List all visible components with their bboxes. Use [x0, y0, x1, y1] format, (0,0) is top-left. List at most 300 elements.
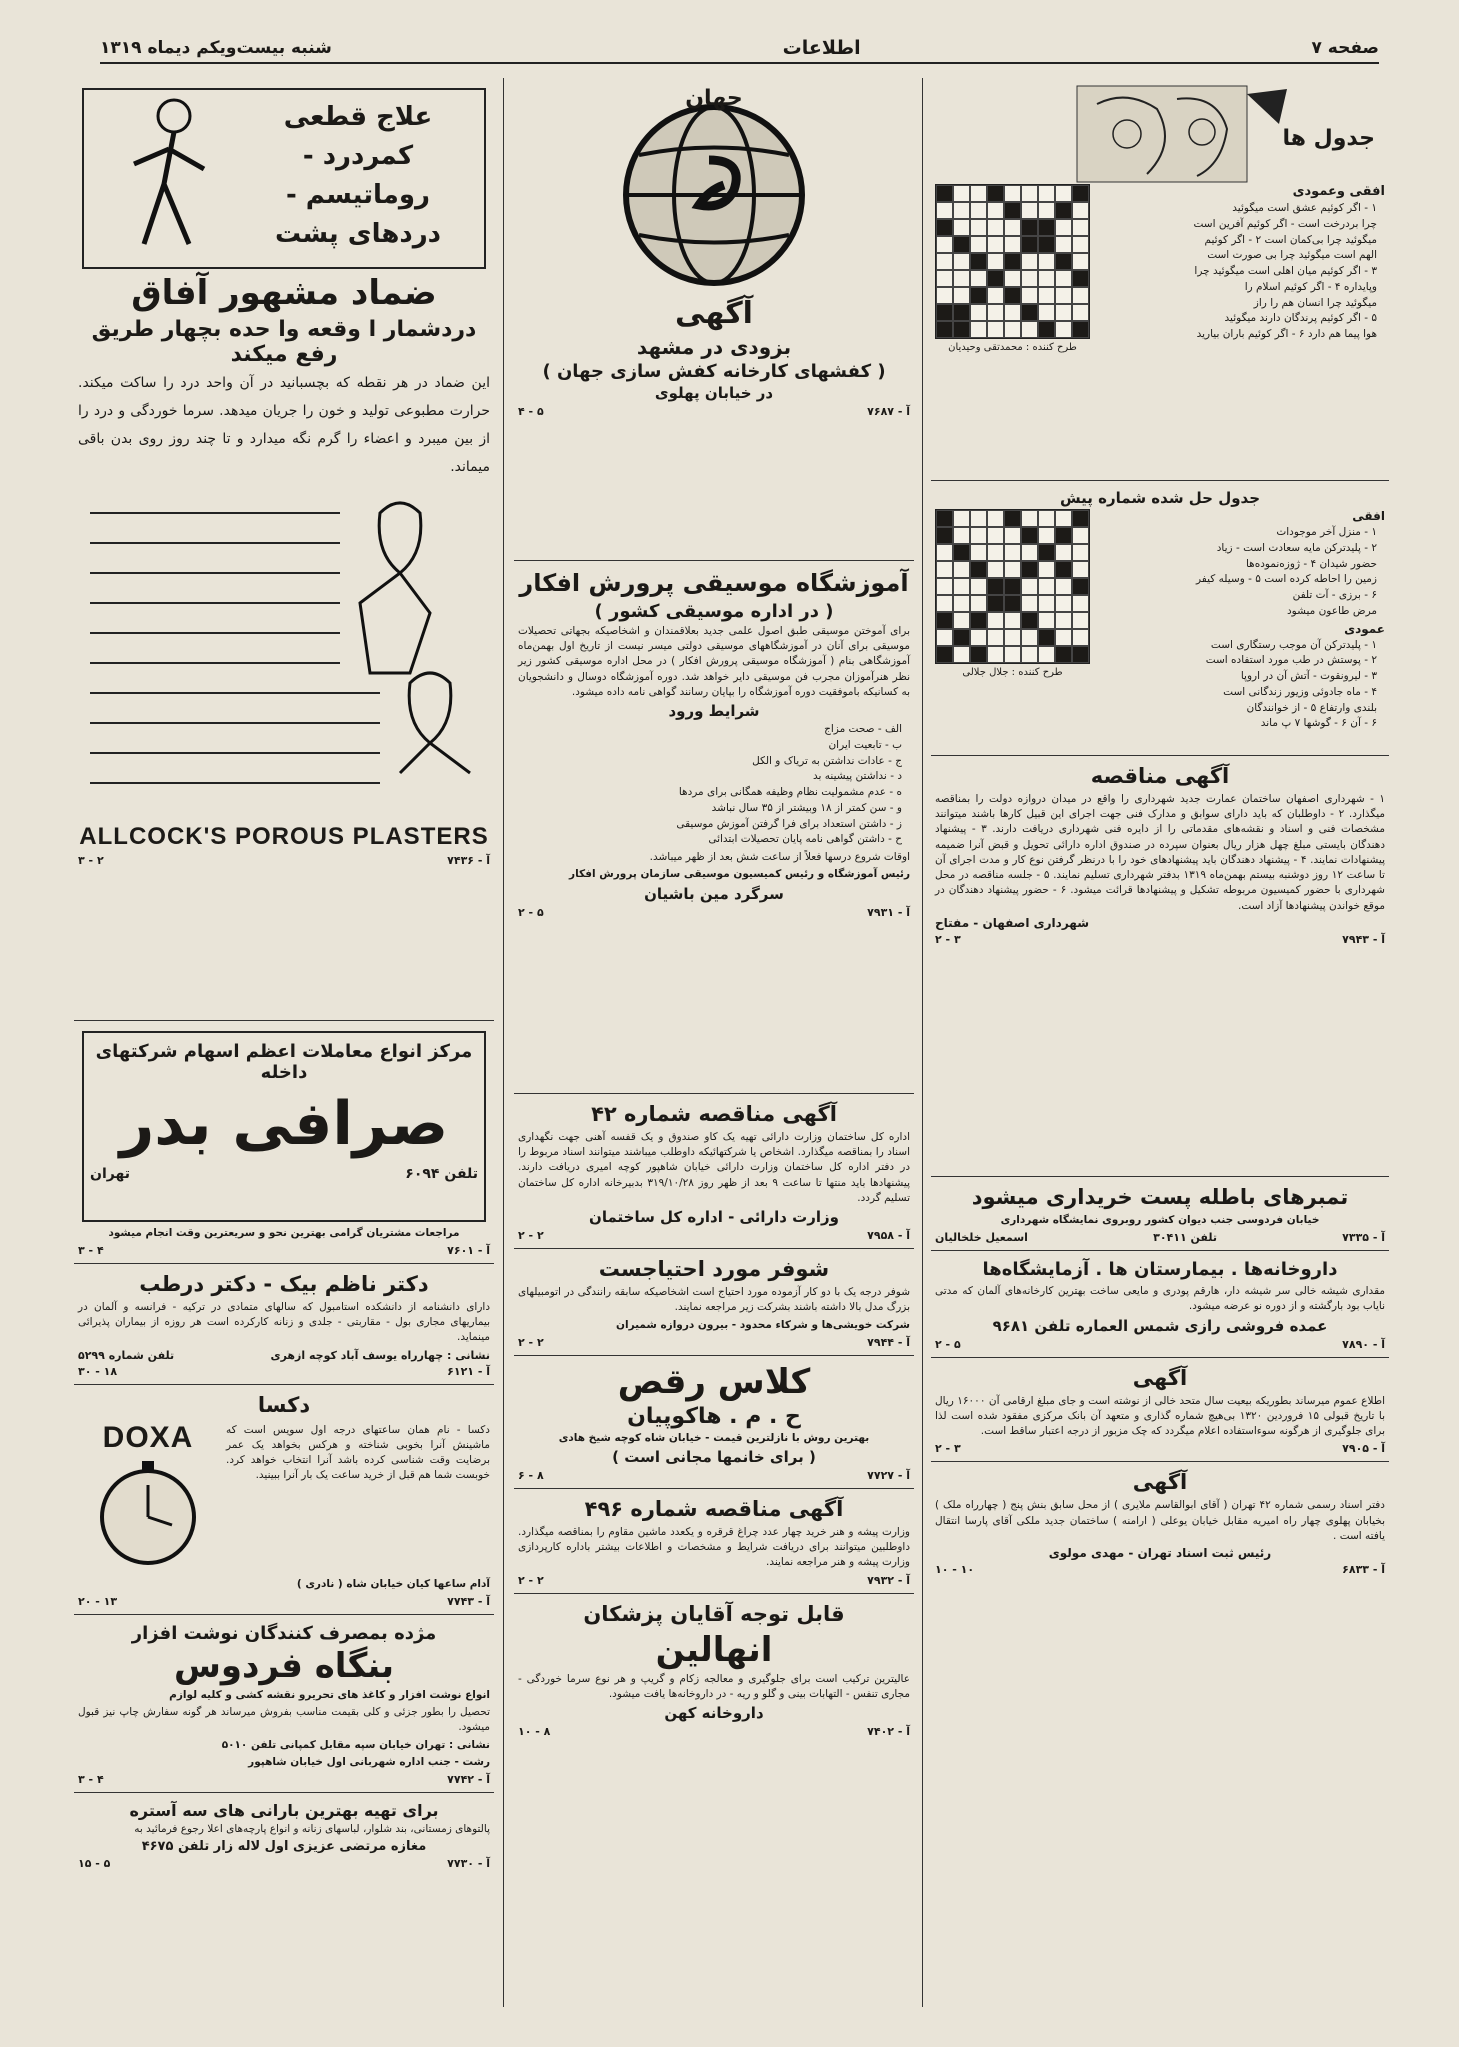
ref-code: آ - ۷۷۳۰ — [447, 1857, 490, 1871]
grid-cell — [1072, 185, 1089, 202]
clue: میگوئید چرا بی‌کمان است ۲ - اگر کوئیم — [1204, 233, 1377, 246]
doctors-title: قابل توجه آقایان پزشکان — [583, 1601, 845, 1626]
grid-cell — [936, 612, 953, 629]
plaster-illustrations — [78, 483, 490, 823]
column-rule — [922, 78, 923, 2007]
clue: ۱ - پلیدترکن آن موجب رستگاری است — [1210, 638, 1377, 651]
condition: د - نداشتن پیشینه بد — [813, 770, 902, 783]
grid-cell — [936, 578, 953, 595]
grid-cell — [1004, 321, 1021, 338]
clue: ۳ - اگر کوئیم میان اهلی است میگوئید چرا — [1194, 265, 1377, 277]
chauffeur-body: شوفر درجه یک با دو کار آزموده مورد احتیاج است اشخاصیکه سابقه رانندگی در اتومبیلهای بزرگ مدل بالا داشته باشند بشرکت زیر مراجعه نمایند. — [518, 1286, 910, 1314]
grid-cell — [1055, 253, 1072, 270]
grid-cell — [1055, 287, 1072, 304]
grid-cell — [1072, 646, 1089, 663]
page-number: صفحه ۷ — [1311, 38, 1379, 58]
grid-cell — [1004, 202, 1021, 219]
grid-cell — [953, 527, 970, 544]
grid-cell — [970, 219, 987, 236]
ref-code: آ - ۷۷۲۷ — [867, 1468, 910, 1482]
exchange-city: تهران — [90, 1166, 130, 1182]
ref-code: آ - ۷۹۴۴ — [867, 1335, 910, 1349]
notice-body: دفتر اسناد رسمی شماره ۴۲ تهران ( آقای ابوالقاسم ملایری ) از محل سابق بنش پنج ( چهارراه ملک ) بخیابان پهلوی چهار راه امیریه مقابل خیابان یوعلی ( ارامنه ) ساختمان جدید ملکی آقای پارسا انتقال یافته است . — [935, 1499, 1385, 1542]
stamps-phone: تلفن ۳۰۴۱۱ — [1153, 1231, 1217, 1245]
grid-cell — [987, 202, 1004, 219]
condition: و - سن کمتر از ۱۸ وبیشتر از ۳۵ سال نباشد — [711, 801, 902, 814]
grid-cell — [970, 321, 987, 338]
ref-count: ۱۵ - ۵ — [78, 1857, 111, 1871]
clue: زمین را احاطه کرده است ۵ - وسیله کیفر — [1196, 573, 1377, 586]
jahan-line1: بزودی در مشهد — [636, 335, 792, 359]
grid-cell — [953, 561, 970, 578]
grid-cell — [936, 629, 953, 646]
grid-cell — [1038, 185, 1055, 202]
grid-cell — [1004, 510, 1021, 527]
conditions-list — [518, 722, 910, 848]
doxa-title: دکسا — [257, 1392, 311, 1417]
grid-cell — [1072, 304, 1089, 321]
rheumatism-tag: دردشمار ا وقعه وا حده بچهار طریق رفع میکند — [91, 317, 477, 367]
grid-cell — [953, 629, 970, 646]
rheumatism-bubble: علاج قطعی کمردرد - روماتیسم - دردهای پشت — [274, 102, 442, 249]
jahan-line3: در خیابان پهلوی — [654, 384, 774, 402]
grid-cell — [987, 236, 1004, 253]
grid-cell — [1055, 646, 1072, 663]
condition: ه - عدم مشمولیت نظام وظیفه همگانی برای مردها — [678, 786, 902, 799]
clues-title: افقی وعمودی — [1292, 184, 1385, 199]
clue: ۲ - پلیدترکن مایه سعادت است - زیاد — [1216, 541, 1377, 554]
grid-cell — [953, 202, 970, 219]
grid-cell — [936, 544, 953, 561]
doxa-logo: DOXA — [102, 1420, 194, 1454]
grid-cell — [970, 185, 987, 202]
grid-cell — [1055, 219, 1072, 236]
grid-cell — [953, 304, 970, 321]
grid-cell — [1004, 185, 1021, 202]
stamps-name: اسمعیل خلخالیان — [935, 1231, 1028, 1245]
chauffeur-ad — [514, 1249, 914, 1356]
dance-teacher: ح . م . هاکوپیان — [627, 1403, 801, 1429]
tender-496-ad — [514, 1489, 914, 1594]
notice-title: آگهی — [1132, 1470, 1188, 1495]
grid-cell — [953, 321, 970, 338]
grid-cell — [1038, 253, 1055, 270]
grid-cell — [1038, 646, 1055, 663]
raincoat-ad — [74, 1793, 494, 1876]
grid-cell — [970, 304, 987, 321]
music-school-ad — [514, 561, 914, 1094]
rheumatism-headline: ضماد مشهور آفاق — [131, 273, 437, 313]
grid-cell — [1021, 253, 1038, 270]
globe-illustration — [614, 86, 814, 290]
stamps-title: تمبرهای باطله پست خریداری میشود — [971, 1185, 1349, 1209]
clue: ۱ - اگر کوئیم عشق است میگوئید — [1232, 202, 1377, 214]
inhaline-body: عالیترین ترکیب است برای جلوگیری و معالجه زکام و گریپ و هر نوع سرما خوردگی - مجاری تنفس - التهابات بینی و گلو و ریه - در داروخانه‌ها یافت میشود. — [518, 1672, 910, 1700]
grid-cell — [1072, 236, 1089, 253]
raincoat-store: مغازه مرتضی عزیزی اول لاله زار تلفن ۴۶۷۵ — [141, 1839, 427, 1855]
ref-count: ۲ - ۳ — [935, 932, 961, 946]
ref-count: ۲ - ۵ — [935, 1337, 961, 1351]
ref-count: ۳ - ۴ — [78, 1772, 104, 1786]
raincoat-title: برای تهیه بهترین بارانی های سه آستره — [129, 1800, 439, 1820]
grid-cell — [1004, 253, 1021, 270]
ref-count: ۳۰ - ۱۸ — [78, 1364, 118, 1378]
grid-cell — [987, 527, 1004, 544]
ref-count: ۲۰ - ۱۳ — [78, 1594, 118, 1608]
grid-cell — [1004, 629, 1021, 646]
grid-cell — [1055, 544, 1072, 561]
grid-cell — [936, 646, 953, 663]
grid-cell — [970, 629, 987, 646]
ref-code: آ - ۷۶۸۷ — [867, 405, 910, 418]
pharmacy-title: داروخانه‌ها . بیمارستان ها . آزمایشگاه‌ها — [982, 1259, 1338, 1281]
grid-cell — [970, 544, 987, 561]
grid-cell — [1038, 321, 1055, 338]
grid-cell — [1021, 270, 1038, 287]
grid-cell — [1055, 578, 1072, 595]
stamps-ref: آ - ۷۳۳۵ — [1342, 1231, 1385, 1245]
ref-code: آ - ۷۹۴۳ — [1342, 932, 1385, 946]
horizontal-title: افقی — [1352, 509, 1385, 523]
jahan-logo: جهان — [685, 86, 743, 111]
left-column — [74, 78, 494, 2007]
exchange-phone: تلفن ۶۰۹۴ — [405, 1166, 478, 1182]
grid-cell — [970, 253, 987, 270]
ref-count: ۲ - ۲ — [518, 1229, 544, 1243]
grid-cell — [1038, 510, 1055, 527]
clue-list — [1098, 201, 1385, 343]
grid-cell — [1072, 544, 1089, 561]
grid-cell — [970, 270, 987, 287]
ref-count: ۲ - ۲ — [518, 1573, 544, 1587]
grid-cell — [987, 321, 1004, 338]
exchange-note: مراجعات مشتریان گرامی بهترین نحو و سریعترین وقت انجام میشود — [108, 1227, 460, 1239]
grid-cell — [1055, 629, 1072, 646]
grid-cell — [987, 510, 1004, 527]
doxa-body: دکسا - نام همان ساعتهای درجه اول سویس است که ماشینش آنرا بخوبی شناخته و هرکس بخواهد یک عمر برضایت وقت شناسی کرده باشد آنرا انتخاب خواهد کرد. خوبست شما هم قبل از خرید ساعت یک بار آنرا ببینید. — [226, 1423, 490, 1482]
middle-column — [514, 78, 914, 2007]
clue: ۵ - اگر کوئیم پرندگان دارند میگوئید — [1224, 312, 1377, 325]
grid-cell — [987, 544, 1004, 561]
grid-cell — [987, 287, 1004, 304]
jahan-title: آگهی — [675, 296, 753, 331]
grid-cell — [936, 219, 953, 236]
grid-cell — [987, 578, 1004, 595]
grid-cell — [1055, 185, 1072, 202]
grid-cell — [1021, 544, 1038, 561]
clue: ۴ - ماه جادوئی وزیور زندگانی است — [1223, 685, 1377, 698]
music-subtitle: ( در اداره موسیقی کشور ) — [594, 601, 834, 622]
grid-cell — [936, 287, 953, 304]
grid-cell — [1004, 595, 1021, 612]
grid-cell — [953, 236, 970, 253]
notice-signer: رئیس ثبت اسناد تهران - مهدی مولوی — [1048, 1545, 1272, 1560]
grid-cell — [1072, 202, 1089, 219]
grid-cell — [970, 510, 987, 527]
grid-cell — [970, 595, 987, 612]
grid-cell — [936, 236, 953, 253]
chauffeur-company: شرکت خویشی‌ها و شرکاء محدود - بیرون دروازه شمیران — [616, 1318, 910, 1331]
grid-cell — [1072, 629, 1089, 646]
grid-cell — [1055, 510, 1072, 527]
grid-cell — [1038, 270, 1055, 287]
doxa-address: آدام ساعها کیان خیابان شاه ( نادری ) — [296, 1577, 490, 1590]
grid-cell — [1021, 304, 1038, 321]
condition: ز - داشتن استعداد برای فرا گرفتن آموزش موسیقی — [676, 817, 902, 830]
tender-isfahan — [931, 756, 1389, 1177]
grid-cell — [953, 270, 970, 287]
grid-cell — [1004, 219, 1021, 236]
grid-cell — [1072, 287, 1089, 304]
grid-cell — [987, 629, 1004, 646]
condition: الف - صحت مزاج — [824, 723, 902, 736]
grid-cell — [1072, 595, 1089, 612]
conditions-title: شرایط ورود — [668, 702, 760, 721]
grid-cell — [970, 612, 987, 629]
grid-cell — [936, 304, 953, 321]
clue: مرض طاعون میشود — [1286, 604, 1377, 617]
grid-cell — [1004, 527, 1021, 544]
grid-cell — [987, 304, 1004, 321]
grid-cell — [953, 287, 970, 304]
grid-cell — [1038, 595, 1055, 612]
clue: بلندی وارتفاع ۵ - از خوانندگان — [1246, 701, 1377, 714]
grid-cell — [1038, 578, 1055, 595]
grid-cell — [1055, 612, 1072, 629]
solved-designer: طرح کننده : جلال جلالی — [962, 667, 1063, 678]
man-illustration — [94, 94, 224, 254]
notice-lost-check — [931, 1358, 1389, 1463]
ref-code: آ - ۷۹۰۵ — [1342, 1442, 1385, 1456]
grid-cell — [936, 270, 953, 287]
clue: میگوئید چرا انسان هم را راز — [1253, 296, 1377, 309]
crossword-title: جدول ها — [1282, 126, 1375, 151]
grid-cell — [1021, 561, 1038, 578]
grid-cell — [1072, 253, 1089, 270]
crossword-block — [931, 78, 1389, 481]
grid-cell — [1055, 202, 1072, 219]
clue: ۶ - آن ۶ - گوشها ۷ پ ماند — [1260, 717, 1377, 730]
ref-count: ۲ - ۳ — [935, 1442, 961, 1456]
grid-cell — [1021, 578, 1038, 595]
condition: ح - داشتن گواهی نامه پایان تحصیلات ابتدائی — [708, 833, 902, 846]
stamps-address: خیابان فردوسی جنب دیوان کشور روبروی نمایشگاه شهرداری — [1000, 1214, 1320, 1226]
grid-cell — [1072, 612, 1089, 629]
pharmacy-store: عمده فروشی رازی شمس العماره تلفن ۹۶۸۱ — [992, 1316, 1328, 1335]
grid-cell — [936, 185, 953, 202]
grid-cell — [1038, 544, 1055, 561]
dance-note: ( برای خانمها مجانی است ) — [612, 1447, 816, 1466]
doctor-title: دکتر ناظم بیک - دکتر درطب — [139, 1272, 429, 1296]
grid-cell — [936, 202, 953, 219]
issue-date: شنبه بیست‌ویکم دیماه ۱۳۱۹ — [100, 38, 332, 58]
clue: چرا بردرخت است - اگر کوئیم آفرین است — [1193, 217, 1377, 230]
solved-crossword-block — [931, 481, 1389, 756]
ref-count: ۱۰ - ۸ — [518, 1725, 551, 1739]
grid-cell — [970, 236, 987, 253]
ref-count: ۳ - ۴ — [78, 1244, 104, 1258]
grid-cell — [953, 544, 970, 561]
column-rule — [503, 78, 504, 2007]
exchange-frame — [82, 1031, 486, 1222]
grid-cell — [1021, 202, 1038, 219]
grid-cell — [936, 321, 953, 338]
condition: ب - تابعیت ایران — [828, 738, 902, 751]
notice-notary — [931, 1462, 1389, 1582]
rheumatism-body: این ضماد در هر نقطه که بچسبانید در آن واحد درد را ساکت میکند. حرارت مطبوعی تولید و خون را جریان میدهد. سرما خوردگی و درد را از بین میبرد و اعضاء را گرم نگه میدارد و تا چند روز روی بدن باقی میماند. — [78, 375, 490, 475]
grid-cell — [1004, 578, 1021, 595]
grid-cell — [1004, 304, 1021, 321]
tender-body: ۱ - شهرداری اصفهان ساختمان عمارت جدید شهرداری را واقع در میدان دروازه دولت را بمناقصه میگذارد. ۲ - داوطلبان که باید دارای سوابق و مدارک فنی جهت اجرای این قبیل کارها باشند میتوانند مشخصات فنی و اسناد و نقشه‌های مقدماتی را از دایره فنی شهرداری دریافت دارند. ۳ - پیشنهاد دهندگان بایستی مبلغ چهل هزار ریال بعنوان سپرده در صندوق اداره دارائی تحویل و قبض آنرا ضمیمه پیشنهادات نمایند. ۴ - پیشنهاد دهندگان باید پیشنهادهای خود را با درنظر گرفتن نوع کار و مدت اجرای آن تا ساعت ۱۲ روز دوشنبه بیستم بهمن‌ماه ۱۳۱۹ بدفتر شهرداری تسلیم نمایند. ۵ - جلسه مناقصه در محل شهرداری با حضور کمیسیون مربوطه تشکیل و پیشنهادها قرائت میشود. ۶ - حضور پیشنهاد دهندگان در موقع خواندن پیشنهادها آزاد است. — [935, 793, 1386, 912]
grid-cell — [1021, 629, 1038, 646]
ref-count: ۳ - ۲ — [78, 854, 104, 867]
grid-cell — [987, 270, 1004, 287]
grid-cell — [1038, 561, 1055, 578]
grid-cell — [1072, 321, 1089, 338]
clue: وپایداره ۴ - اگر کوئیم اسلام را — [1244, 280, 1377, 293]
doctor-body: دارای دانشنامه از دانشکده استامبول که سالهای متمادی در ترکیه - فرانسه و آلمان در بیماریهای مجاری بول - مقاربتی - جلدی و زنانه کارکرده است هر روزه از بیماران پذیرائی مینماید. — [78, 1301, 490, 1344]
masthead — [100, 34, 1379, 64]
grid-cell — [1055, 236, 1072, 253]
exchange-ad — [74, 1021, 494, 1264]
tender42-signer: وزارت دارائی - اداره کل ساختمان — [589, 1208, 839, 1227]
inhaline-ad — [514, 1594, 914, 1744]
grid-cell — [936, 253, 953, 270]
solved-title: جدول حل شده شماره پیش — [1059, 489, 1261, 507]
clue: حضور شیدان ۴ - ژوزه‌نموده‌ها — [1245, 557, 1377, 570]
grid-cell — [1021, 185, 1038, 202]
grid-cell — [1021, 321, 1038, 338]
ref-code: آ - ۷۹۵۸ — [867, 1229, 910, 1243]
ref-count: ۴ - ۵ — [518, 405, 544, 418]
ferdos-body: تحصیل را بطور جزئی و کلی بقیمت مناسب بفروش میرساند هر گونه سفارش چاپ نیز قبول میشود. — [78, 1706, 490, 1734]
clue: ۶ - برزی - آت تلفن — [1292, 589, 1377, 601]
watch-illustration — [88, 1455, 208, 1575]
doxa-watch-ad — [74, 1385, 494, 1615]
ferdos-address: نشانی : تهران خیابان سپه مقابل کمپانی تلفن ۵۰۱۰ — [221, 1738, 490, 1751]
grid-cell — [1021, 612, 1038, 629]
grid-cell — [953, 219, 970, 236]
ref-code: آ - ۷۷۴۳ — [447, 1594, 490, 1608]
grid-cell — [936, 561, 953, 578]
music-signer: رئیس آموزشگاه و رئیس کمیسیون موسیقی سازمان پرورش افکار — [569, 868, 910, 881]
ferdos-title: بنگاه فردوس — [173, 1645, 394, 1686]
chauffeur-title: شوفر مورد احتیاجست — [598, 1257, 830, 1282]
ref-count: ۲ - ۲ — [518, 1335, 544, 1349]
grid-cell — [1072, 527, 1089, 544]
dance-body: بهترین روش با نازلترین قیمت - خیابان شاه کوچه شیخ هادی — [558, 1431, 870, 1444]
ref-code: آ - ۷۸۹۰ — [1342, 1337, 1385, 1351]
grid-cell — [1055, 270, 1072, 287]
grid-cell — [953, 253, 970, 270]
raincoat-body: پالتوهای زمستانی، بند شلوار، لباسهای زنانه و انواع پارچه‌های اعلا رجوع فرمائید به — [134, 1822, 490, 1835]
crossword-designer: طرح کننده : محمدتقی وحیدیان — [948, 342, 1077, 353]
grid-cell — [1021, 219, 1038, 236]
ferdos-top: مژده بمصرف کنندگان نوشت افزار — [131, 1622, 437, 1644]
grid-cell — [1055, 595, 1072, 612]
grid-cell — [953, 578, 970, 595]
jahan-line2: ( کفشهای کارخانه کفش سازی جهان ) — [542, 361, 886, 382]
notice-title: آگهی — [1132, 1365, 1188, 1390]
grid-cell — [1055, 527, 1072, 544]
product-name: انهالین — [655, 1629, 773, 1670]
grid-cell — [1055, 321, 1072, 338]
grid-cell — [987, 561, 1004, 578]
ref-code: آ - ۷۶۰۱ — [447, 1244, 490, 1258]
tender-42-ad — [514, 1094, 914, 1249]
grid-cell — [1038, 612, 1055, 629]
notice-body: اطلاع عموم میرساند بطوریکه بیعیت سال متحد خالی از نوشته است و جای مبلغ ارقامی آن ۱۶۰۰۰ ریال با تاریخ قبولی ۱۵ فروردین ۱۳۲۰ بی‌هیچ شماره گذاری و متعهد آن بانک مرکزی مفقود شده است لذا برای جلوگیری از هرگونه سوءاستفاده اعلام میگردد که چک مزبور از درجه اعتبار ساقط است. — [935, 1394, 1386, 1438]
ref-code: آ - ۷۴۳۶ — [447, 854, 490, 867]
doctor-phone: تلفن شماره ۵۲۹۹ — [78, 1348, 175, 1362]
grid-cell — [987, 219, 1004, 236]
grid-cell — [1055, 561, 1072, 578]
grid-cell — [987, 185, 1004, 202]
clue: الهم است میگوئید چرا بی صورت است — [1207, 249, 1377, 262]
pharmacy-ad — [931, 1251, 1389, 1357]
exchange-title: صرافی بدر — [119, 1089, 449, 1159]
grid-cell — [1021, 595, 1038, 612]
grid-cell — [1004, 544, 1021, 561]
grid-cell — [1055, 304, 1072, 321]
grid-cell — [1021, 510, 1038, 527]
grid-cell — [1038, 527, 1055, 544]
ferdos-items: انواع نوشت افزار و کاغذ های تحریرو نقشه کشی و کلیه لوازم — [169, 1688, 490, 1701]
dance-title: کلاس رقص — [617, 1361, 811, 1402]
exchange-subtitle: مرکز انواع معاملات اعظم اسهام شرکتهای داخله — [95, 1041, 473, 1083]
grid-cell — [1038, 287, 1055, 304]
tender496-body: وزارت پیشه و هنر خرید چهار عدد چراغ قرقره و یکعدد ماشین مقاوم را بمناقصه میگذارد. داوطلبین میتوانند برای دریافت شرایط و مشخصات و اطلاعات بیشتر باداره کارپردازی وزارت پیشه و هنر مراجعه نمایند. — [518, 1525, 910, 1569]
dance-class-ad — [514, 1356, 914, 1489]
grid-cell — [987, 646, 1004, 663]
music-title: آموزشگاه موسیقی پرورش افکار — [519, 569, 909, 597]
ref-count: ۶ - ۸ — [518, 1468, 544, 1482]
ref-count: ۲ - ۵ — [518, 905, 544, 919]
stamps-ad — [931, 1177, 1389, 1251]
grid-cell — [1072, 578, 1089, 595]
grid-cell — [970, 561, 987, 578]
grid-cell — [1038, 236, 1055, 253]
grid-cell — [987, 612, 1004, 629]
ref-code: آ - ۷۷۴۲ — [447, 1772, 490, 1786]
grid-cell — [953, 595, 970, 612]
music-footer: اوقات شروع درسها فعلاً از ساعت شش بعد از ظهر میباشد. — [649, 851, 910, 864]
tender-signer: شهرداری اصفهان - مفتاح — [935, 915, 1090, 930]
grid-cell — [1038, 304, 1055, 321]
inhaline-store: داروخانه کهن — [664, 1704, 764, 1723]
grid-cell — [1072, 561, 1089, 578]
crossword-illustration — [935, 84, 1385, 184]
paper-title: اطلاعات — [782, 37, 861, 59]
clue: ۱ - منزل آخر موجودات — [1276, 526, 1377, 538]
crossword-grid — [935, 184, 1090, 339]
grid-cell — [970, 202, 987, 219]
vertical-clues — [1098, 638, 1385, 733]
ref-code: آ - ۷۹۳۲ — [867, 1573, 910, 1587]
rheumatism-bubble-frame — [82, 88, 486, 269]
grid-cell — [1038, 629, 1055, 646]
grid-cell — [987, 253, 1004, 270]
music-name: سرگرد مین باشیان — [644, 884, 784, 903]
ref-code: آ - ۷۴۰۲ — [867, 1725, 910, 1739]
ref-count: ۱۰ - ۱۰ — [935, 1562, 975, 1576]
grid-cell — [1072, 219, 1089, 236]
grid-cell — [1021, 236, 1038, 253]
grid-cell — [936, 510, 953, 527]
grid-cell — [970, 578, 987, 595]
grid-cell — [1038, 219, 1055, 236]
rheumatism-plaster-ad — [74, 78, 494, 1021]
